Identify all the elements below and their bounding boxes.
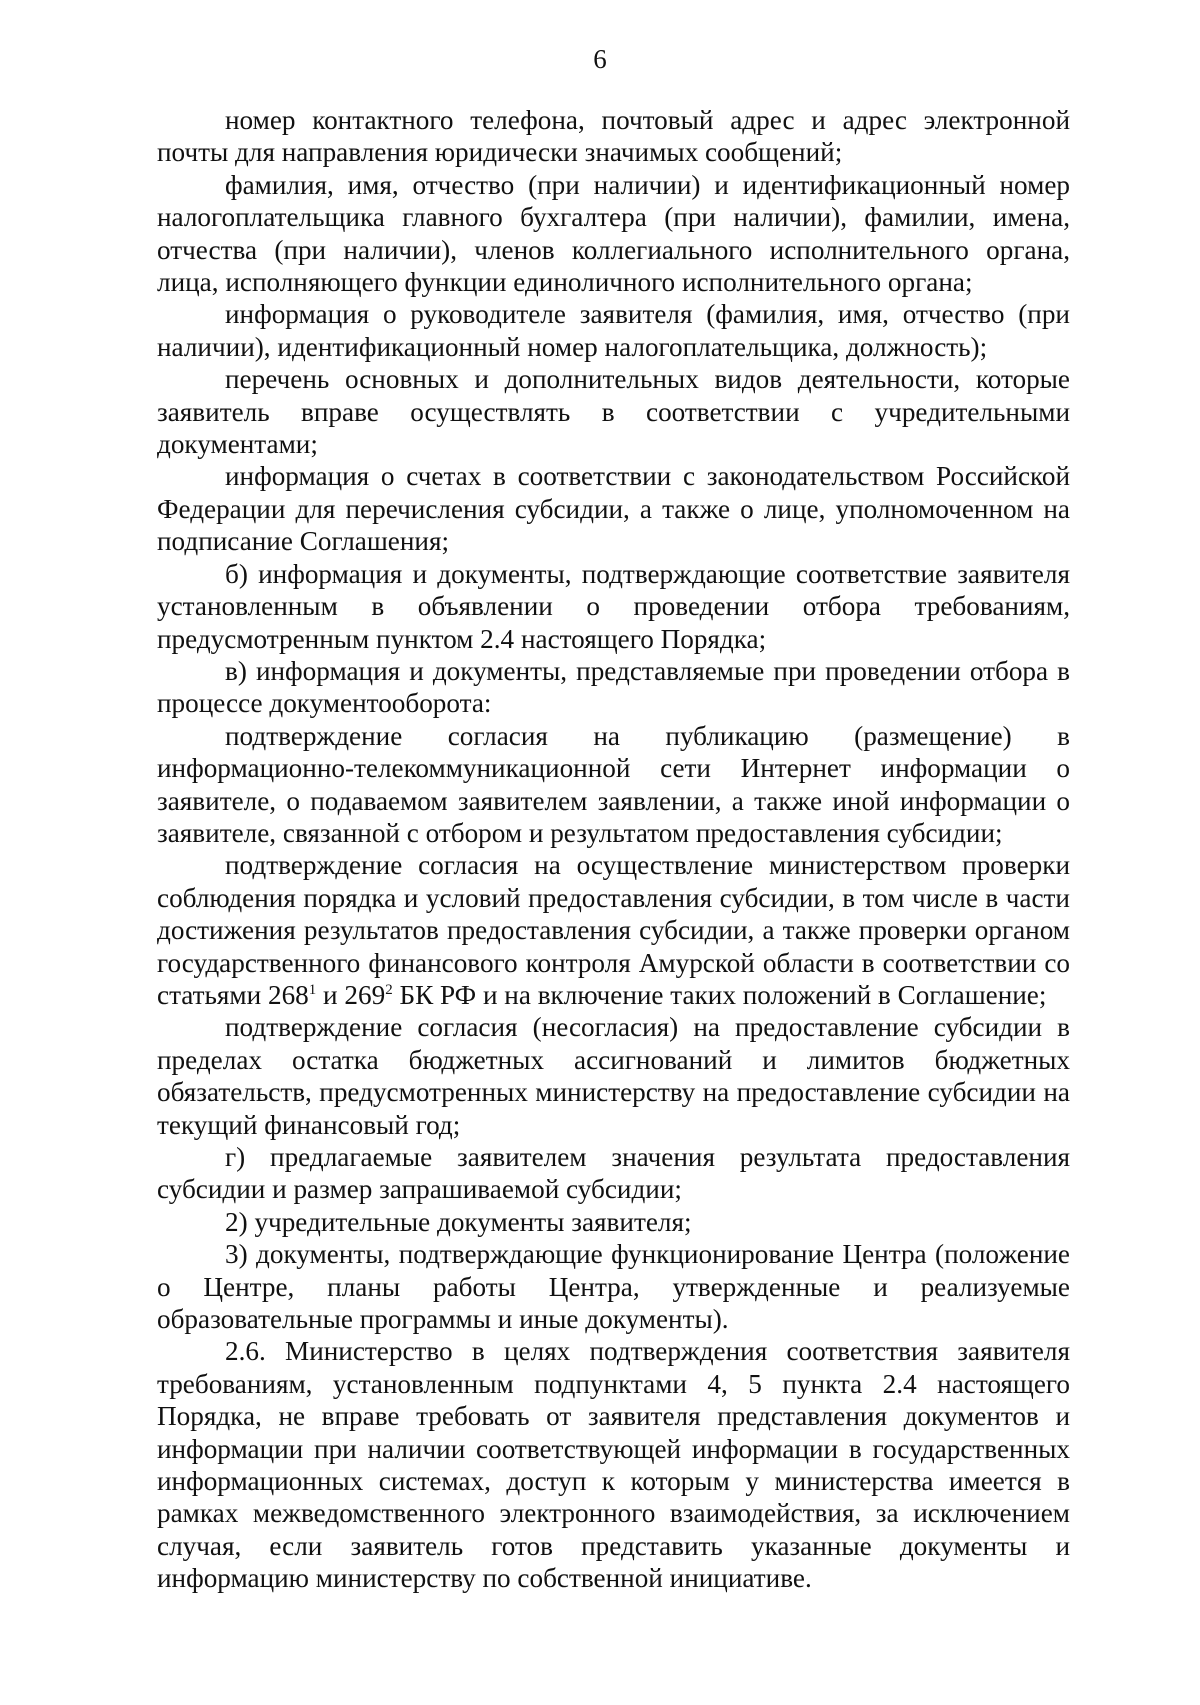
paragraph-item-v: в) информация и документы, представляемые при проведении отбора в процессе документооборота: <box>157 655 1070 719</box>
paragraph-accounts: информация о счетах в соответствии с законодательством Российской Федерации для перечисления субсидии, а также о лице, уполномоченном на подписание Соглашения; <box>157 461 1070 557</box>
footnote-mark-2: 2 <box>385 981 393 998</box>
paragraph-publication-consent: подтверждение согласия на публикацию (размещение) в информационно-телекоммуникационной сети Интернет информации о заявителе, о подаваемом заявителем заявлении, а также иной информации о заявителе, связанной с отбором и результатом предоставления субсидии; <box>157 720 1070 848</box>
paragraph-item-3: 3) документы, подтверждающие функционирование Центра (положение о Центре, планы работы Центра, утвержденные и реализуемые образовательные программы и иные документы). <box>157 1239 1070 1335</box>
audit-consent-text-2: и 269 <box>316 979 386 1010</box>
paragraph-item-b: б) информация и документы, подтверждающие соответствие заявителя установленным в объявлении о проведении отбора требованиям, предусмотренным пунктом 2.4 настоящего Порядка; <box>157 558 1070 654</box>
paragraph-contact-info: номер контактного телефона, почтовый адрес и адрес электронной почты для направления юридически значимых сообщений; <box>157 105 1070 168</box>
paragraph-audit-consent <box>157 849 1070 1011</box>
page-number: 6 <box>593 44 607 74</box>
paragraph-activities: перечень основных и дополнительных видов деятельности, которые заявитель вправе осуществлять в соответствии с учредительными документами; <box>157 364 1070 460</box>
footnote-mark-1: 1 <box>308 981 317 998</box>
paragraph-item-2: 2) учредительные документы заявителя; <box>225 1206 692 1237</box>
document-body <box>157 104 1070 1595</box>
paragraph-section-2-6: 2.6. Министерство в целях подтверждения соответствия заявителя требованиям, установленным подпунктами 4, 5 пункта 2.4 настоящего Порядка, не вправе требовать от заявителя представления документов и информации при наличии соответствующей информации в государственных информационных системах, доступ к которым у министерства имеется в рамках межведомственного электронного взаимодействия, за исключением случая, если заявитель готов представить указанные документы и информацию министерству по собственной инициативе. <box>157 1336 1070 1594</box>
paragraph-item-g: г) предлагаемые заявителем значения результата предоставления субсидии и размер запрашиваемой субсидии; <box>157 1142 1070 1205</box>
audit-consent-text-1: подтверждение согласия на осуществление министерством проверки соблюдения порядка и условий предоставления субсидии, в том числе в части достижения результатов предоставления субсидии, а также проверки органом государственного финансового контроля Амурской области в соответствии со статьями 268 <box>157 850 1070 1010</box>
paragraph-head-info: информация о руководителе заявителя (фамилия, имя, отчество (при наличии), идентификационный номер налогоплательщика, должность); <box>157 299 1070 362</box>
paragraph-limits-consent: подтверждение согласия (несогласия) на предоставление субсидии в пределах остатка бюджетных ассигнований и лимитов бюджетных обязательств, предусмотренных министерству на предоставление субсидии на текущий финансовый год; <box>157 1012 1070 1140</box>
paragraph-accountant-info: фамилия, имя, отчество (при наличии) и идентификационный номер налогоплательщика главного бухгалтера (при наличии), фамилии, имена, отчества (при наличии), членов коллегиального исполнительного органа, лица, исполняющего функции единоличного исполнительного органа; <box>157 169 1070 298</box>
audit-consent-text-3: БК РФ и на включение таких положений в Соглашение; <box>392 979 1047 1010</box>
